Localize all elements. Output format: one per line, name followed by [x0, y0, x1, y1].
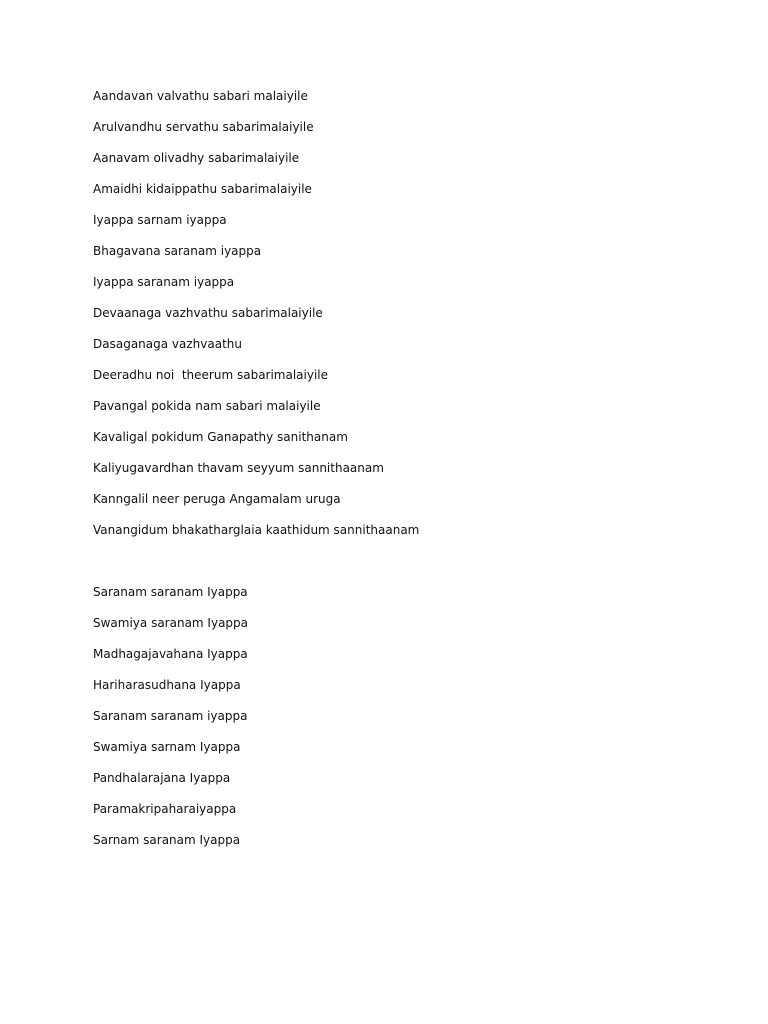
lyric-line: Saranam saranam Iyappa [93, 585, 248, 599]
lyric-line: Vanangidum bhakatharglaia kaathidum sannithaanam [93, 523, 420, 537]
lyric-line: Aandavan valvathu sabari malaiyile [93, 89, 308, 103]
lyric-line: Arulvandhu servathu sabarimalaiyile [93, 120, 314, 134]
lyric-line: Kaliyugavardhan thavam seyyum sannithaanam [93, 461, 384, 475]
lyric-line: Deeradhu noi theerum sabarimalaiyile [93, 368, 329, 382]
stanza-1 [93, 86, 713, 551]
lyric-line: Bhagavana saranam iyappa [93, 244, 262, 258]
lyric-line: Dasaganaga vazhvaathu [93, 337, 242, 351]
lyric-line: Sarnam saranam Iyappa [93, 833, 241, 847]
lyric-line: Paramakripaharaiyappa [93, 802, 237, 816]
lyric-line: Aanavam olivadhy sabarimalaiyile [93, 151, 300, 165]
lyric-line: Swamiya saranam Iyappa [93, 616, 249, 630]
lyric-line: Madhagajavahana Iyappa [93, 647, 248, 661]
lyric-line: Iyappa sarnam iyappa [93, 213, 227, 227]
lyric-line: Devaanaga vazhvathu sabarimalaiyile [93, 306, 323, 320]
stanza-2 [93, 582, 713, 861]
lyric-line: Kavaligal pokidum Ganapathy sanithanam [93, 430, 348, 444]
lyric-line: Pavangal pokida nam sabari malaiyile [93, 399, 321, 413]
lyric-line: Iyappa saranam iyappa [93, 275, 235, 289]
lyric-line: Swamiya sarnam Iyappa [93, 740, 241, 754]
lyric-line: Saranam saranam iyappa [93, 709, 248, 723]
lyric-line: Kanngalil neer peruga Angamalam uruga [93, 492, 341, 506]
lyric-line: Amaidhi kidaippathu sabarimalaiyile [93, 182, 312, 196]
lyric-line: Pandhalarajana Iyappa [93, 771, 231, 785]
lyric-line: Hariharasudhana Iyappa [93, 678, 241, 692]
lyrics-body [93, 86, 713, 861]
